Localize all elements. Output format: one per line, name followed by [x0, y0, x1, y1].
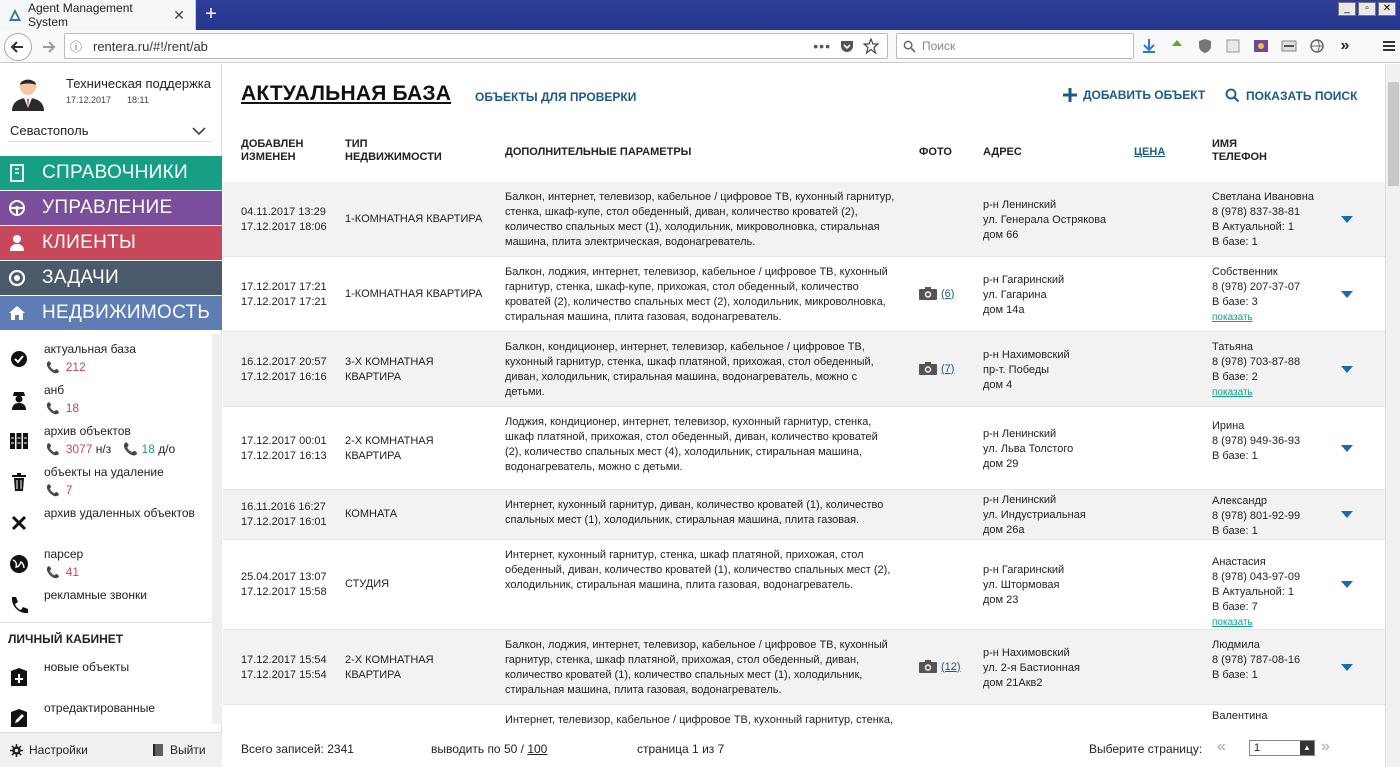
menu-clients[interactable] — [0, 226, 222, 260]
cabinet-new-objects[interactable] — [0, 654, 212, 694]
menu-management[interactable] — [0, 191, 222, 225]
row-params: Балкон, лоджия, интернет, телевизор, кабельное / цифровое ТВ, кухонный гарнитур, стенка, шкаф-купе, прихожая, стол обеденный, количество кроватей (2), количество спальных мест (2), холодильник, микроволновка, стиральная машина, плита газовая, водонагреватель. — [505, 266, 888, 323]
cross-icon — [8, 512, 30, 534]
subnav-ad-calls[interactable] — [0, 582, 212, 622]
subnav-title: архив удаленных объектов — [44, 506, 195, 520]
arrow-left-icon — [10, 39, 26, 55]
subnav-title: актуальная база — [44, 342, 136, 356]
per-page-100-link[interactable]: 100 — [527, 742, 548, 756]
row-params: Интернет, кухонный гарнитур, стенка, шкаф платяной, прихожая, стол обеденный, диван, количество кроватей (1), количество спальных мест (2), холодильник, стиральная машина, плита газовая, водонагреватель. — [505, 549, 891, 591]
realty-subnav — [0, 336, 212, 626]
row-owner-name: Светлана Ивановна — [1212, 191, 1314, 203]
next-page-icon[interactable]: » — [1321, 738, 1330, 755]
row-address — [983, 563, 1064, 608]
expand-row-icon[interactable] — [1341, 664, 1353, 672]
menu-tasks[interactable] — [0, 261, 222, 295]
subnav-title: парсер — [44, 547, 84, 561]
row-params: Балкон, интернет, телевизор, кабельное / цифровое ТВ, кухонный гарнитур, стенка, шкаф-купе, стол обеденный, диван, количество кроватей (2), количество спальных мест (1), холодильник, микроволновка, стиральная машина, плита электрическая, водонагреватель. — [505, 191, 895, 248]
check-circle-icon — [8, 348, 30, 370]
row-added-date: 04.11.2017 13:29 — [241, 206, 326, 218]
row-owner — [1212, 265, 1300, 325]
divider — [0, 622, 212, 623]
row-type: 1-КОМНАТНАЯ КВАРТИРА — [345, 288, 483, 300]
hamburger-menu-icon[interactable] — [1380, 37, 1398, 55]
photos-link[interactable]: (12) — [941, 660, 961, 673]
row-owner — [1212, 494, 1300, 539]
col-address: АДРЕС — [983, 146, 1022, 158]
row-type: 1-КОМНАТНАЯ КВАРТИРА — [345, 213, 483, 225]
subnav-count-value: 18 — [65, 401, 80, 415]
row-owner-name: Людмила — [1212, 639, 1260, 651]
row-extra-1: В базе: 2 — [1212, 371, 1258, 383]
home-icon — [0, 304, 34, 322]
download-icon[interactable] — [1140, 37, 1158, 55]
row-changed-date: 17.12.2017 16:13 — [241, 450, 327, 462]
back-button[interactable] — [4, 33, 32, 61]
row-params: Лоджия, кондиционер, интернет, телевизор, кухонный гарнитур, стенка, шкаф платяной, прихожая, стол обеденный, диван, количество кроватей (2), количество спальных мест (4), холодильник, стиральная машина, водонагреватель, можно с детьми. — [505, 416, 878, 473]
row-dates — [241, 570, 327, 600]
maximize-button[interactable]: ▫ — [1358, 2, 1376, 16]
row-address — [983, 427, 1073, 472]
notes-extension-icon[interactable] — [1224, 37, 1242, 55]
row-house: дом 4 — [983, 379, 1013, 391]
table-row[interactable] — [223, 540, 1385, 630]
subnav-title: новые объекты — [44, 660, 130, 674]
row-params: Интернет, кухонный гарнитур, диван, количество кроватей (1), количество спальных мест (1), холодильник, стиральная машина, плита газовая. — [505, 499, 884, 526]
row-params: Балкон, кондиционер, интернет, телевизор, кабельное / цифровое ТВ, кухонный гарнитур, стенка, шкаф платяной, прихожая, стол обеденный, диван, холодильник, стиральная машина, водонагреватель, можно с детьми. — [505, 341, 874, 398]
arrow-right-icon — [40, 39, 56, 55]
menu-directories[interactable] — [0, 156, 222, 190]
forward-button[interactable] — [34, 33, 62, 61]
address-bar[interactable] — [64, 33, 888, 59]
phone-icon: 📞 — [46, 403, 60, 415]
pocket-icon[interactable] — [839, 38, 855, 54]
page-scrollbar[interactable] — [1385, 64, 1400, 767]
add-object-label: ДОБАВИТЬ ОБЪЕКТ — [1083, 88, 1206, 102]
row-district: р-н Ленинский — [983, 494, 1057, 506]
subnav-title: архив объектов — [44, 424, 131, 438]
col-added[interactable]: ДОБАВЛЕН ИЗМЕНЕН — [241, 138, 304, 163]
agent-icon — [8, 389, 30, 411]
logout-label: Выйти — [170, 743, 206, 757]
show-search-label: ПОКАЗАТЬ ПОИСК — [1246, 88, 1358, 103]
row-type: 2-Х КОМНАТНАЯ КВАРТИРА — [345, 654, 434, 681]
extension-green-icon[interactable] — [1168, 37, 1186, 55]
user-icon — [0, 234, 34, 252]
info-icon[interactable]: ⓘ — [69, 39, 82, 54]
phone-icon — [8, 594, 30, 616]
subnav-count — [46, 360, 86, 374]
row-house: дом 66 — [983, 229, 1019, 241]
table-row[interactable] — [223, 630, 1385, 705]
row-changed-date: 17.12.2017 18:06 — [241, 221, 327, 233]
row-added-date: 16.11.2016 16:27 — [241, 501, 326, 513]
subnav-title: отредактированные — [44, 701, 156, 715]
menu-label: ЗАДАЧИ — [42, 267, 119, 288]
col-name-phone: ИМЯ ТЕЛЕФОН — [1212, 138, 1267, 163]
sidebar — [0, 64, 222, 767]
prev-page-icon[interactable]: « — [1217, 738, 1226, 755]
table-row[interactable] — [223, 407, 1385, 490]
per-page-label: выводить по 50 / — [431, 742, 524, 756]
row-street: ул. Генерала Острякова — [983, 214, 1107, 226]
subnav-count — [46, 565, 79, 579]
site-favicon-icon — [8, 8, 22, 22]
phone-icon: 📞 — [123, 442, 139, 456]
expand-row-icon[interactable] — [1341, 445, 1353, 453]
row-owner-name: Ирина — [1212, 420, 1245, 432]
row-dates — [241, 205, 327, 235]
browser-toolbar — [0, 30, 1400, 63]
globe-extension-icon[interactable] — [1308, 37, 1326, 55]
row-added-date: 17.12.2017 00:01 — [241, 435, 327, 447]
steering-wheel-icon — [0, 199, 34, 217]
row-params: Интернет, телевизор, кабельное / цифровое ТВ, кухонный гарнитур, стенка, — [505, 714, 894, 726]
row-street: пр-т. Победы — [983, 364, 1050, 376]
tab-extension-icon[interactable] — [1280, 37, 1298, 55]
row-extra-2: В базе: 7 — [1212, 601, 1258, 613]
row-photos[interactable] — [919, 287, 954, 300]
add-doc-icon — [8, 666, 30, 688]
city-select[interactable] — [8, 120, 212, 142]
row-added-date: 17.12.2017 15:54 — [241, 654, 327, 666]
subnav-parser[interactable] — [0, 541, 212, 581]
row-owner — [1212, 419, 1300, 464]
row-phone: 8 (978) 787-08-16 — [1212, 654, 1301, 666]
row-extra-1: В базе: 1 — [1212, 669, 1258, 681]
row-added-date: 17.12.2017 17:21 — [241, 281, 327, 293]
menu-label: НЕДВИЖИМОСТЬ — [42, 302, 211, 323]
row-dates — [241, 280, 327, 310]
subnav-title: объекты на удаление — [44, 465, 164, 479]
table-row[interactable] — [223, 490, 1385, 540]
row-owner — [1212, 709, 1267, 724]
sidebar-footer — [0, 732, 222, 767]
row-type: СТУДИЯ — [345, 578, 390, 590]
close-tab-icon[interactable]: ✕ — [173, 6, 185, 23]
row-owner-name: Татьяна — [1212, 341, 1254, 353]
search-icon — [903, 40, 916, 53]
table-row[interactable] — [223, 182, 1385, 257]
user-time: 18:11 — [127, 95, 149, 105]
row-dates — [241, 653, 327, 683]
row-house: дом 21Акв2 — [983, 677, 1043, 689]
row-street: ул. Индустриальная — [983, 509, 1086, 521]
search-icon — [1225, 88, 1240, 103]
subnav-count-secondary — [123, 442, 175, 456]
page-title: АКТУАЛЬНАЯ БАЗА — [241, 82, 452, 105]
phone-icon: 📞 — [46, 444, 60, 456]
photos-link[interactable]: (7) — [941, 362, 955, 375]
row-changed-date: 17.12.2017 15:58 — [241, 586, 327, 598]
row-extra-2: В базе: 1 — [1212, 236, 1258, 248]
row-phone: 8 (978) 801-92-99 — [1212, 510, 1301, 522]
overflow-menu-icon[interactable]: » — [1340, 37, 1350, 54]
row-dates — [241, 434, 327, 464]
chevron-down-icon — [192, 126, 206, 136]
per-page-control — [431, 742, 547, 756]
expand-row-icon[interactable] — [1341, 216, 1353, 224]
archive-icon — [8, 430, 30, 452]
subnav-count-value: 41 — [65, 565, 80, 579]
col-photo: ФОТО — [919, 146, 952, 158]
tab-title: Agent Management System — [28, 1, 133, 29]
city-value: Севастополь — [10, 123, 89, 138]
browser-tab[interactable] — [0, 0, 196, 30]
page-actions-icon[interactable]: ••• — [813, 38, 831, 54]
subnav-archive[interactable] — [0, 418, 212, 458]
menu-label: СПРАВОЧНИКИ — [42, 162, 188, 183]
show-phone-link[interactable]: показать — [1212, 312, 1253, 323]
camera-icon — [919, 660, 937, 673]
row-params: Балкон, лоджия, интернет, телевизор, кабельное / цифровое ТВ, кухонный гарнитур, стенка, шкаф платяной, прихожая, стол обеденный, диван, количество кроватей (1), количество спальных мест (1), холодильник, стиральная машина, плита газовая, водонагреватель. — [505, 639, 888, 696]
subnav-to-delete[interactable] — [0, 459, 212, 499]
main-content — [223, 64, 1385, 767]
row-extra-1: В Актуальной: 1 — [1212, 221, 1295, 233]
book-icon — [0, 164, 34, 182]
row-owner-name: Собственник — [1212, 266, 1278, 278]
subnav-anb[interactable] — [0, 377, 212, 417]
row-house: дом 26а — [983, 524, 1025, 536]
row-district: р-н Нахимовский — [983, 349, 1070, 361]
row-district: р-н Ленинский — [983, 199, 1057, 211]
logout-button[interactable] — [152, 743, 206, 757]
cabinet-edited[interactable] — [0, 695, 212, 735]
close-window-button[interactable]: ✕ — [1378, 2, 1396, 16]
phone-icon: 📞 — [46, 567, 60, 579]
menu-realty[interactable] — [0, 296, 222, 330]
user-date: 17.12.2017 — [66, 95, 112, 105]
col-price-sort[interactable]: ЦЕНА — [1134, 146, 1166, 158]
edit-doc-icon — [8, 707, 30, 729]
cabinet-heading: ЛИЧНЫЙ КАБИНЕТ — [8, 632, 124, 646]
row-address — [983, 273, 1064, 318]
show-search-button[interactable] — [1225, 88, 1357, 103]
expand-row-icon[interactable] — [1341, 291, 1353, 299]
expand-row-icon[interactable] — [1341, 511, 1353, 519]
toolbar-icons — [1140, 37, 1398, 55]
menu-label: УПРАВЛЕНИЕ — [42, 197, 173, 218]
row-owner — [1212, 638, 1300, 683]
logout-icon — [152, 743, 164, 757]
search-placeholder: Поиск — [922, 39, 956, 53]
camera-icon — [919, 362, 937, 375]
row-extra-1: В базе: 1 — [1212, 525, 1258, 537]
page-indicator: страница 1 из 7 — [637, 742, 725, 756]
row-added-date: 16.12.2017 20:57 — [241, 356, 327, 368]
settings-label: Настройки — [29, 743, 88, 757]
row-district: р-н Гагаринский — [983, 564, 1065, 576]
subnav-count — [46, 401, 79, 415]
browser-search-box[interactable] — [896, 33, 1134, 59]
subnav-title: рекламные звонки — [44, 588, 147, 602]
subnav-count-value: 3077 — [65, 442, 93, 456]
row-house: дом 14а — [983, 304, 1025, 316]
row-district: р-н Гагаринский — [983, 274, 1065, 286]
row-changed-date: 17.12.2017 15:54 — [241, 669, 327, 681]
row-phone: 8 (978) 043-97-09 — [1212, 571, 1301, 583]
row-address — [983, 646, 1080, 691]
row-owner-name: Валентина — [1212, 710, 1268, 722]
row-owner — [1212, 340, 1300, 400]
show-phone-link[interactable]: показать — [1212, 617, 1253, 628]
screenshot-extension-icon[interactable] — [1252, 37, 1270, 55]
subnav-actual-base[interactable] — [0, 336, 212, 376]
row-phone: 8 (978) 207-37-07 — [1212, 281, 1301, 293]
row-phone: 8 (978) 703-87-88 — [1212, 356, 1301, 368]
subnav-count-value: 212 — [65, 360, 86, 374]
pagination-bar — [223, 732, 1385, 767]
settings-button[interactable] — [10, 743, 88, 757]
row-changed-date: 17.12.2017 16:01 — [241, 516, 327, 528]
row-photos[interactable] — [919, 660, 961, 673]
row-owner — [1212, 555, 1300, 630]
row-photos[interactable] — [919, 362, 954, 375]
row-phone: 8 (978) 949-36-93 — [1212, 435, 1301, 447]
row-extra-1: В базе: 3 — [1212, 296, 1258, 308]
page-number-input[interactable] — [1249, 740, 1315, 756]
row-street: ул. Штормовая — [983, 579, 1060, 591]
subnav-count-suffix: н/з — [95, 442, 112, 456]
expand-row-icon[interactable] — [1341, 366, 1353, 374]
row-owner-name: Анастасия — [1212, 556, 1266, 568]
row-owner — [1212, 190, 1314, 250]
user-profile — [0, 64, 222, 118]
phone-icon: 📞 — [46, 485, 60, 497]
row-extra-1: В базе: 1 — [1212, 450, 1258, 462]
subnav-count2-value: 18 — [141, 442, 155, 456]
chevron-up-icon[interactable]: ▲ — [1300, 741, 1314, 755]
menu-label: КЛИЕНТЫ — [42, 232, 137, 253]
user-name: Техническая поддержка — [66, 76, 211, 91]
gear-icon — [10, 744, 23, 757]
add-object-button[interactable] — [1063, 88, 1205, 102]
camera-icon — [919, 287, 937, 300]
col-type[interactable]: ТИП НЕДВИЖИМОСТИ — [345, 138, 442, 163]
row-changed-date: 17.12.2017 17:21 — [241, 296, 327, 308]
user-datetime — [66, 95, 165, 105]
bookmark-star-icon[interactable] — [863, 38, 879, 54]
trash-icon — [8, 471, 30, 493]
choose-page-label: Выберите страницу: — [1089, 742, 1203, 756]
row-type: КОМНАТА — [345, 508, 398, 520]
url-text: rentera.ru/#!/rent/ab — [93, 38, 208, 54]
table-row[interactable] — [223, 332, 1385, 407]
subnav-count2-suffix: д/о — [158, 442, 176, 456]
row-phone: 8 (978) 837-38-81 — [1212, 206, 1301, 218]
check-objects-link[interactable]: ОБЪЕКТЫ ДЛЯ ПРОВЕРКИ — [475, 90, 637, 104]
row-type: 3-Х КОМНАТНАЯ КВАРТИРА — [345, 356, 434, 383]
row-street: ул. 2-я Бастионная — [983, 662, 1080, 674]
subnav-deleted-archive[interactable] — [0, 500, 212, 540]
row-address — [983, 493, 1086, 538]
phone-icon: 📞 — [46, 362, 60, 374]
row-address — [983, 348, 1070, 393]
window-controls — [1338, 2, 1396, 16]
row-district: р-н Нахимовский — [983, 647, 1070, 659]
globe-icon — [8, 553, 30, 575]
row-dates — [241, 355, 327, 385]
total-records: Всего записей: 2341 — [241, 742, 354, 756]
expand-row-icon[interactable] — [1341, 581, 1353, 589]
avatar — [8, 71, 48, 111]
row-owner-name: Александр — [1212, 495, 1268, 507]
page-number-value: 1 — [1254, 742, 1261, 754]
plus-icon — [1063, 88, 1077, 102]
row-address — [983, 198, 1106, 243]
row-type: 2-Х КОМНАТНАЯ КВАРТИРА — [345, 435, 434, 462]
subnav-count — [46, 483, 72, 497]
tab-bar — [0, 0, 1400, 30]
row-street: ул. Льва Толстого — [983, 443, 1074, 455]
row-dates — [241, 500, 327, 530]
minimize-button[interactable]: _ — [1338, 2, 1356, 16]
new-tab-button[interactable]: + — [205, 3, 217, 25]
row-added-date: 25.04.2017 13:07 — [241, 571, 327, 583]
row-house: дом 29 — [983, 458, 1019, 470]
row-changed-date: 17.12.2017 16:16 — [241, 371, 327, 383]
table-row[interactable] — [223, 257, 1385, 332]
subnav-title: анб — [44, 383, 65, 397]
app-container — [0, 64, 1400, 767]
subnav-count-value: 7 — [65, 483, 73, 497]
show-phone-link[interactable]: показать — [1212, 387, 1253, 398]
scrollbar-thumb[interactable] — [1388, 82, 1399, 186]
row-street: ул. Гагарина — [983, 289, 1047, 301]
row-house: дом 23 — [983, 594, 1019, 606]
photos-link[interactable]: (6) — [941, 287, 955, 300]
shield-extension-icon[interactable] — [1196, 37, 1214, 55]
col-params: ДОПОЛНИТЕЛЬНЫЕ ПАРАМЕТРЫ — [505, 146, 692, 158]
subnav-count — [46, 442, 175, 456]
row-district: р-н Ленинский — [983, 428, 1057, 440]
row-extra-1: В Актуальной: 1 — [1212, 586, 1295, 598]
refresh-icon — [0, 269, 34, 287]
sidebar-scrollbar[interactable] — [212, 334, 222, 724]
table-header — [223, 134, 1385, 184]
